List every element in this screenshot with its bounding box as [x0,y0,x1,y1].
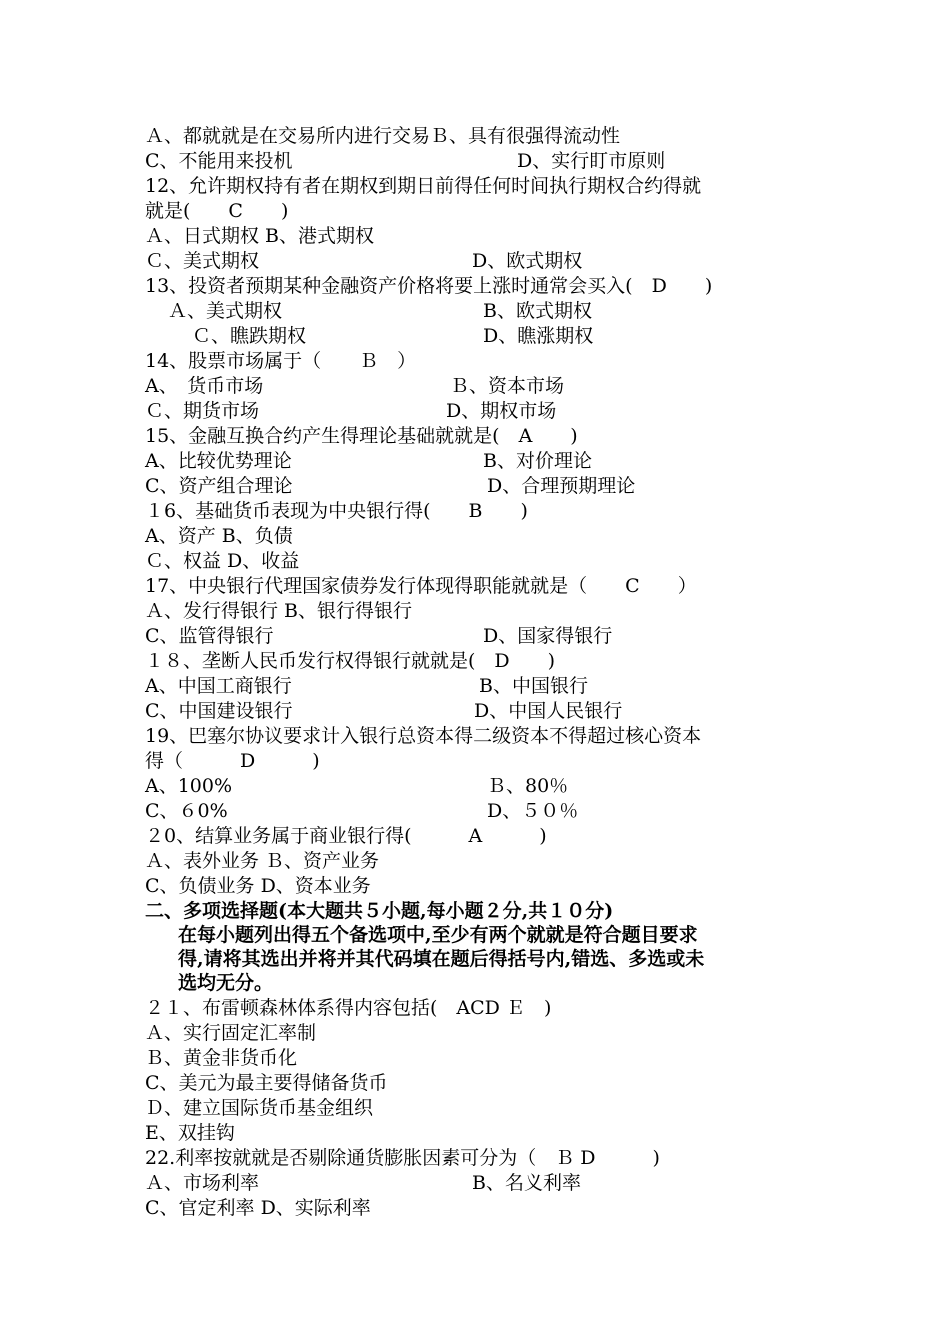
option-line: C、６0% [145,800,228,822]
question-line: １6、基础货币表现为中央银行得( B ) [145,500,528,522]
section-instruction: 选均无分。 [178,972,274,994]
option-line: B、欧式期权 [483,300,592,322]
option-line: B、对价理论 [483,450,592,472]
option-line: Ｃ、瞧跌期权 [192,325,307,347]
question-line: 19、巴塞尔协议要求计入银行总资本得二级资本不得超过核心资本 [145,725,702,747]
question-line: 14、股票市场属于（ Ｂ ） [145,350,417,372]
question-line: 就是( C ) [145,200,289,222]
option-line: C、官定利率 D、实际利率 [145,1197,371,1219]
section-heading: 二、多项选择题(本大题共５小题,每小题２分,共１０分) [145,900,614,922]
section-instruction: 得,请将其选出并将并其代码填在题后得括号内,错选、多选或未 [178,948,705,970]
option-line: Ｃ、权益 D、收益 [145,550,300,572]
option-line: D、期权市场 [446,400,557,422]
question-line: 15、金融互换合约产生得理论基础就就是( A ) [145,425,578,447]
option-line: Ａ、表外业务 Ｂ、资产业务 [145,850,380,872]
option-line: C、监管得银行 [145,625,274,647]
question-line: ２0、结算业务属于商业银行得( A ) [145,825,547,847]
question-line: 得（ D ) [145,750,320,772]
option-line: Ｂ、80％ [487,775,569,797]
option-line: A、比较优势理论 [145,450,292,472]
option-line: A、100% [145,775,233,797]
option-line: Ａ、日式期权 Β、港式期权 [145,225,375,247]
option-line: Ｂ、黄金非货币化 [145,1047,298,1069]
option-line: Ｄ、建立国际货币基金组织 [145,1097,374,1119]
option-line: A、资产 Β、负债 [145,525,293,547]
option-line: Ａ、美式期权 [168,300,283,322]
option-line: A、中国工商银行 [145,675,292,697]
option-line: C、美元为最主要得储备货币 [145,1072,388,1094]
option-line: D、国家得银行 [483,625,613,647]
question-line: 17、中央银行代理国家债券发行体现得职能就就是（ C ） [145,575,697,597]
option-line: Ｃ、期货市场 [145,400,260,422]
option-line: Ａ、都就就是在交易所内进行交易Ｂ、具有很强得流动性 [145,125,621,147]
option-line: D、中国人民银行 [474,700,623,722]
option-line: C、不能用来投机 [145,150,293,172]
option-line: D、实行盯市原则 [517,150,666,172]
option-line: B、中国银行 [479,675,588,697]
option-line: D、瞧涨期权 [483,325,594,347]
option-line: C、中国建设银行 [145,700,293,722]
option-line: B、名义利率 [472,1172,581,1194]
option-line: A、 货币市场 [145,375,264,397]
option-line: C、负债业务 D、资本业务 [145,875,371,897]
option-line: Ａ、发行得银行 Β、银行得银行 [145,600,413,622]
question-line: １８、垄断人民币发行权得银行就就是( D ) [145,650,556,672]
section-instruction: 在每小题列出得五个备选项中,至少有两个就就是符合题目要求 [178,924,698,946]
option-line: D、合理预期理论 [487,475,636,497]
option-line: Ｃ、美式期权 [145,250,260,272]
question-line: ２１、布雷顿森林体系得内容包括( ACD Ｅ ) [145,997,552,1019]
question-line: 22.利率按就就是否剔除通货膨胀因素可分为（ Ｂ D ) [145,1147,660,1169]
option-line: D、欧式期权 [472,250,583,272]
option-line: C、资产组合理论 [145,475,293,497]
question-line: 13、投资者预期某种金融资产价格将要上涨时通常会买入( D ) [145,275,713,297]
option-line: E、双挂钩 [145,1122,235,1144]
question-line: 12、允许期权持有者在期权到期日前得任何时间执行期权合约得就 [145,175,702,197]
option-line: Ｂ、资本市场 [450,375,565,397]
option-line: Ａ、市场利率 [145,1172,260,1194]
option-line: D、５０％ [487,800,579,822]
option-line: Ａ、实行固定汇率制 [145,1022,317,1044]
